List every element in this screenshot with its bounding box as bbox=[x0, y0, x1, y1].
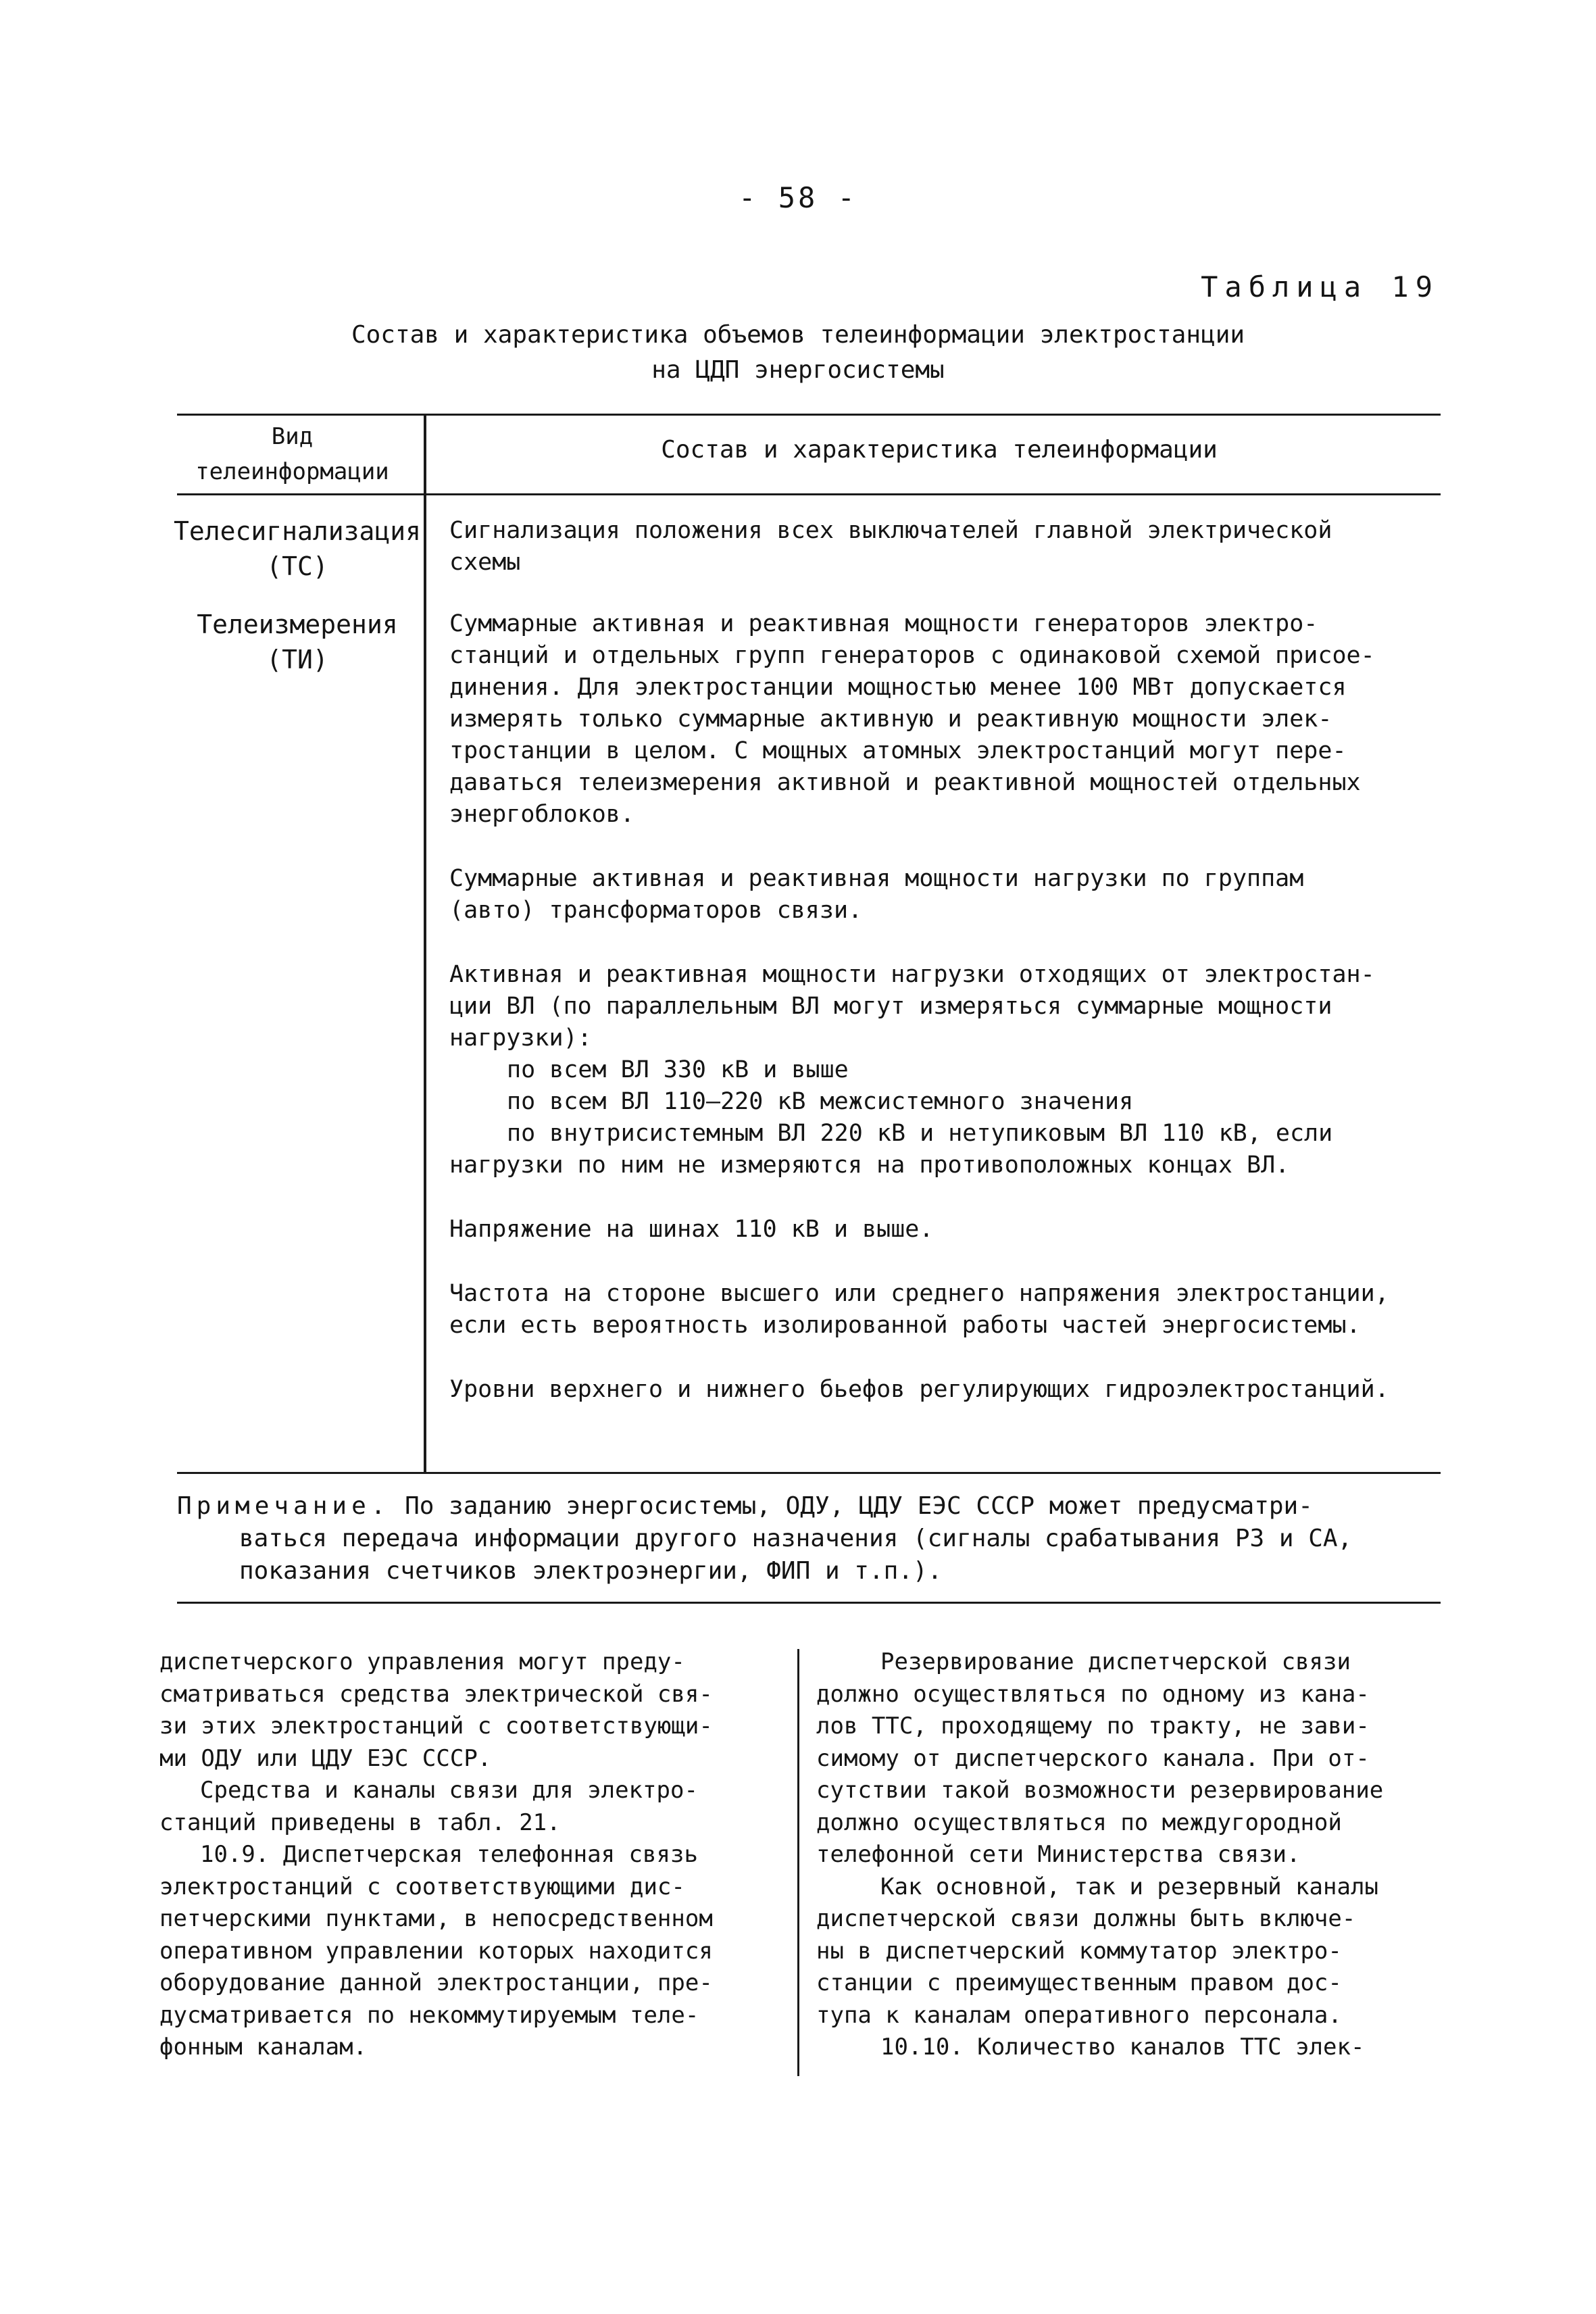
header-kind-line-2: телеинформации bbox=[195, 458, 389, 485]
left-column bbox=[159, 1646, 741, 2064]
text-line: оборудование данной электростанции, пре- bbox=[159, 1969, 713, 1996]
text-line: 10.9. Диспетчерская телефонная связь bbox=[200, 1841, 698, 1868]
note-line-1: По заданию энергосистемы, ОДУ, ЦДУ ЕЭС СССР может предусматри- bbox=[405, 1492, 1313, 1520]
text-line: оперативном управлении которых находится bbox=[159, 1937, 713, 1965]
text-line: Средства и каналы связи для электро- bbox=[200, 1777, 698, 1804]
text-line: дусматривается по некоммутируемым теле- bbox=[159, 2001, 699, 2029]
table-title-line-1: Состав и характеристика объемов телеинформации электростанции bbox=[351, 321, 1245, 349]
note-line-3: показания счетчиков электроэнергии, ФИП и т.п.). bbox=[239, 1557, 943, 1585]
table-label: Таблица 19 bbox=[1201, 270, 1439, 303]
text-line: ми ОДУ или ЦДУ ЕЭС СССР. bbox=[159, 1744, 492, 1772]
ti-block-frequency bbox=[449, 1278, 1456, 1341]
right-column bbox=[816, 1646, 1397, 2064]
text-line: телефонной сети Министерства связи. bbox=[816, 1841, 1301, 1868]
row-kind-ts-line-2: (ТС) bbox=[266, 551, 328, 581]
table-title-line-2: на ЦДП энергосистемы bbox=[651, 356, 945, 384]
table-header-rule bbox=[177, 493, 1441, 495]
text-line: фонным каналам. bbox=[159, 2034, 368, 2061]
row-kind-ti bbox=[162, 607, 432, 677]
text-line: нагрузки по ним не измеряются на противоположных концах ВЛ. bbox=[449, 1152, 1290, 1179]
text-line: должно осуществляться по междугородной bbox=[816, 1808, 1342, 1836]
ti-block-generators bbox=[449, 608, 1456, 831]
text-line: Суммарные активная и реактивная мощности генераторов электро- bbox=[449, 610, 1318, 637]
text-line: если есть вероятность изолированной работы частей энергосистемы. bbox=[449, 1312, 1361, 1339]
header-kind-line-1: Вид bbox=[271, 423, 314, 450]
text-line: измерять только суммарные активную и реактивную мощности элек- bbox=[449, 706, 1332, 733]
table-bottom-rule bbox=[177, 1472, 1441, 1474]
list-item: по всем ВЛ 330 кВ и выше bbox=[507, 1056, 849, 1083]
note-rule bbox=[177, 1602, 1441, 1604]
text-line: петчерскими пунктами, в непосредственном bbox=[159, 1905, 713, 1932]
row-text-ts bbox=[449, 515, 1456, 578]
ti-block-levels bbox=[449, 1374, 1456, 1406]
column-divider bbox=[797, 1649, 799, 2076]
list-item: по внутрисистемным ВЛ 220 кВ и нетупиковым ВЛ 110 кВ, если bbox=[507, 1120, 1333, 1147]
text-line: тростанции в целом. С мощных атомных электростанций могут пере- bbox=[449, 737, 1347, 764]
text-line: Активная и реактивная мощности нагрузки отходящих от электростан- bbox=[449, 961, 1375, 988]
text-line: ны в диспетчерский коммутатор электро- bbox=[816, 1937, 1342, 1965]
text-line: Напряжение на шинах 110 кВ и выше. bbox=[449, 1216, 934, 1243]
text-line: лов ТТС, проходящему по тракту, не зави- bbox=[816, 1713, 1370, 1740]
text-line: Частота на стороне высшего или среднего напряжения электростанции, bbox=[449, 1280, 1389, 1307]
row-kind-ts bbox=[162, 514, 432, 584]
text-line: тупа к каналам оперативного персонала. bbox=[816, 2001, 1342, 2029]
row-kind-ti-line-2: (ТИ) bbox=[266, 645, 328, 674]
text-line: 10.10. Количество каналов ТТС элек- bbox=[880, 2034, 1365, 2061]
text-line: схемы bbox=[449, 549, 521, 576]
text-line: даваться телеизмерения активной и реактивной мощностей отдельных bbox=[449, 769, 1361, 796]
text-line: энергоблоков. bbox=[449, 801, 634, 828]
text-line: Уровни верхнего и нижнего бьефов регулирующих гидроэлектростанций. bbox=[449, 1376, 1389, 1403]
text-line: нагрузки): bbox=[449, 1025, 592, 1052]
text-line: симому от диспетчерского канала. При от- bbox=[816, 1744, 1370, 1772]
text-line: динения. Для электростанции мощностью менее 100 МВт допускается bbox=[449, 674, 1347, 701]
text-line: Резервирование диспетчерской связи bbox=[880, 1648, 1351, 1675]
row-kind-ts-line-1: Телесигнализация bbox=[173, 516, 422, 546]
text-line: станции с преимущественным правом дос- bbox=[816, 1969, 1342, 1996]
text-line: Суммарные активная и реактивная мощности нагрузки по группам bbox=[449, 865, 1304, 892]
table-note bbox=[177, 1490, 1454, 1587]
table-top-rule bbox=[177, 414, 1441, 416]
page-number: - 58 - bbox=[739, 181, 857, 214]
table-title bbox=[0, 318, 1596, 388]
row-kind-ti-line-1: Телеизмерения bbox=[197, 610, 398, 639]
text-line: сутствии такой возможности резервирование bbox=[816, 1777, 1384, 1804]
row-text-ti bbox=[449, 608, 1456, 1406]
text-line: Сигнализация положения всех выключателей главной электрической bbox=[449, 517, 1332, 544]
header-composition: Состав и характеристика телеинформации bbox=[661, 436, 1218, 464]
note-line-2: ваться передача информации другого назначения (сигналы срабатывания РЗ и СА, bbox=[239, 1525, 1353, 1552]
text-line: станций приведены в табл. 21. bbox=[159, 1808, 561, 1836]
text-line: электростанций с соответствующими дис- bbox=[159, 1873, 685, 1900]
header-kind bbox=[162, 419, 422, 489]
text-line: Как основной, так и резервный каналы bbox=[880, 1873, 1378, 1900]
ti-block-lines bbox=[449, 959, 1456, 1181]
ti-block-voltage bbox=[449, 1214, 1456, 1246]
text-line: должно осуществляться по одному из кана- bbox=[816, 1680, 1370, 1708]
text-line: станций и отдельных групп генераторов с одинаковой схемой присое- bbox=[449, 642, 1375, 669]
text-line: (авто) трансформаторов связи. bbox=[449, 897, 863, 924]
text-line: зи этих электростанций с соответствующи- bbox=[159, 1713, 713, 1740]
list-item: по всем ВЛ 110–220 кВ межсистемного значения bbox=[507, 1088, 1134, 1115]
text-line: ции ВЛ (по параллельным ВЛ могут измеряться суммарные мощности bbox=[449, 993, 1332, 1020]
note-label: Примечание. bbox=[177, 1492, 391, 1520]
text-line: сматриваться средства электрической свя- bbox=[159, 1680, 713, 1708]
text-line: диспетчерской связи должны быть включе- bbox=[816, 1905, 1356, 1932]
text-line: диспетчерского управления могут преду- bbox=[159, 1648, 685, 1675]
ti-block-transformers bbox=[449, 863, 1456, 927]
